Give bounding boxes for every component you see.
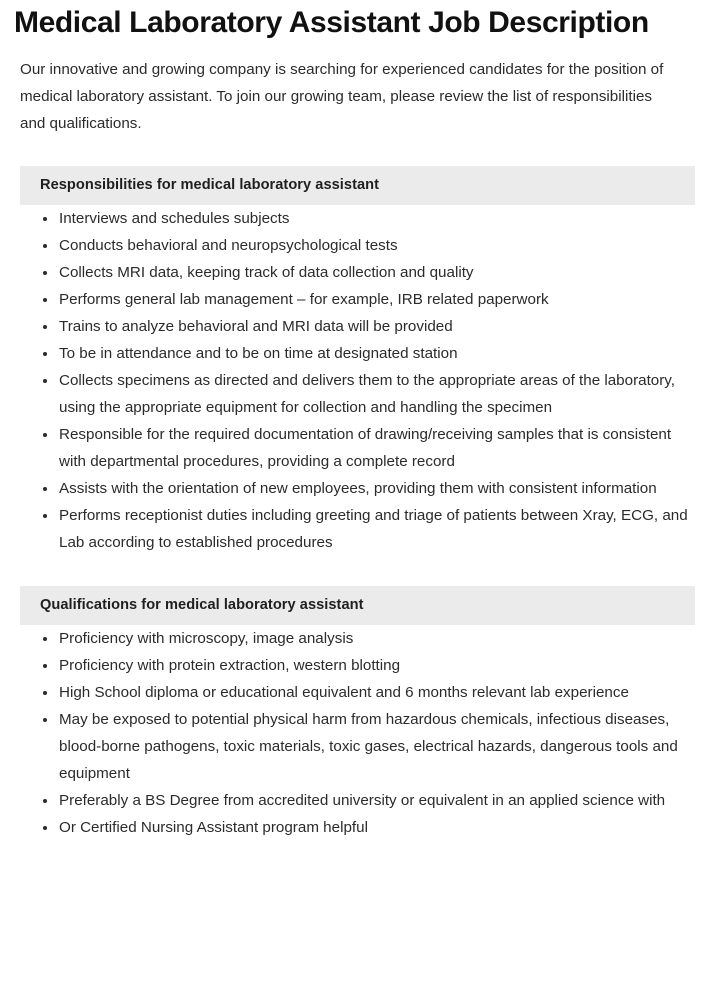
list-item: High School diploma or educational equivalent and 6 months relevant lab experience xyxy=(0,679,720,706)
page-title: Medical Laboratory Assistant Job Description xyxy=(14,6,649,39)
qualifications-section-header: Qualifications for medical laboratory assistant xyxy=(20,586,695,625)
qualifications-section xyxy=(0,586,720,841)
list-item: May be exposed to potential physical harm from hazardous chemicals, infectious diseases, blood-borne pathogens, toxic materials, toxic gases, electrical hazards, dangerous tools and equipment xyxy=(0,706,720,787)
list-item: Collects MRI data, keeping track of data collection and quality xyxy=(0,259,720,286)
list-item: Interviews and schedules subjects xyxy=(0,205,720,232)
qualifications-list xyxy=(0,625,720,841)
list-item: Preferably a BS Degree from accredited university or equivalent in an applied science with xyxy=(0,787,720,814)
responsibilities-section xyxy=(0,166,720,556)
list-item: Proficiency with protein extraction, western blotting xyxy=(0,652,720,679)
qualifications-header-wrap xyxy=(0,586,720,625)
list-item: Or Certified Nursing Assistant program helpful xyxy=(0,814,720,841)
list-item: Collects specimens as directed and delivers them to the appropriate areas of the laboratory, using the appropriate equipment for collection and handling the specimen xyxy=(0,367,720,421)
list-item: Conducts behavioral and neuropsychological tests xyxy=(0,232,720,259)
list-item: To be in attendance and to be on time at designated station xyxy=(0,340,720,367)
responsibilities-header-wrap xyxy=(0,166,720,205)
intro-paragraph: Our innovative and growing company is searching for experienced candidates for the position of medical laboratory assistant. To join our growing team, please review the list of responsibilities and qualifications. xyxy=(20,61,664,133)
responsibilities-list xyxy=(0,205,720,556)
list-item: Performs receptionist duties including greeting and triage of patients between Xray, ECG, and Lab according to established procedures xyxy=(0,502,720,556)
list-item: Performs general lab management – for example, IRB related paperwork xyxy=(0,286,720,313)
list-item: Trains to analyze behavioral and MRI data will be provided xyxy=(0,313,720,340)
responsibilities-section-header: Responsibilities for medical laboratory assistant xyxy=(20,166,695,205)
list-item: Proficiency with microscopy, image analysis xyxy=(0,625,720,652)
list-item: Assists with the orientation of new employees, providing them with consistent information xyxy=(0,475,720,502)
list-item: Responsible for the required documentation of drawing/receiving samples that is consistent with departmental procedures, providing a complete record xyxy=(0,421,720,475)
